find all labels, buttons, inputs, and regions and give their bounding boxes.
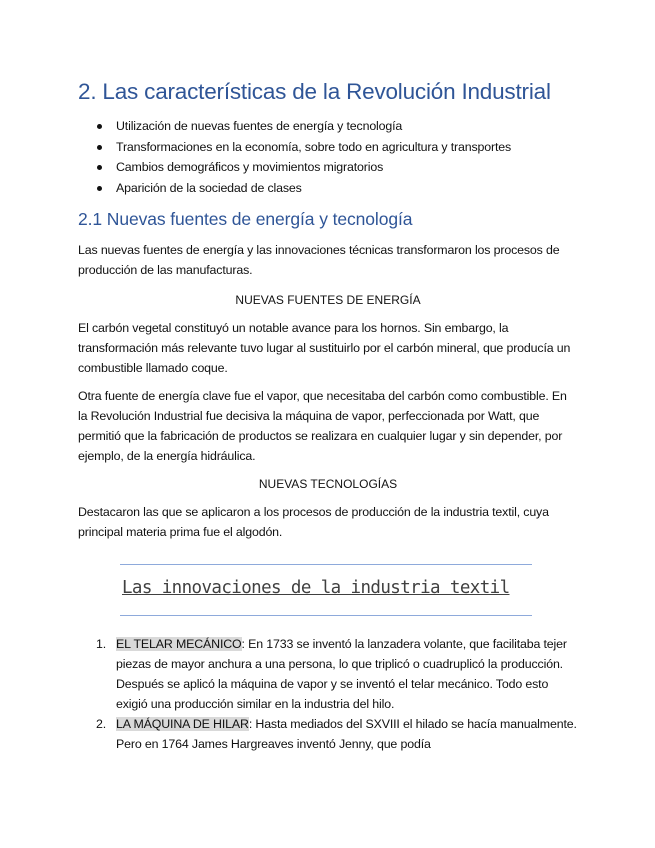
list-item-text: Cambios demográficos y movimientos migratorios bbox=[116, 160, 384, 174]
bullet-icon bbox=[97, 124, 102, 129]
list-item-text: : Hasta mediados del SXVIII el hilado se hacía manualmente. Pero en 1764 James Hargreaves inventó Jenny, que podía bbox=[116, 717, 577, 751]
highlighted-term: LA MÁQUINA DE HILAR bbox=[116, 717, 249, 731]
list-number: 2. bbox=[96, 717, 107, 731]
technology-heading: NUEVAS TECNOLOGÍAS bbox=[258, 477, 398, 491]
list-item bbox=[96, 634, 578, 714]
list-item-text: Transformaciones en la economía, sobre todo en agricultura y transportes bbox=[116, 139, 512, 154]
bullet-icon bbox=[97, 165, 102, 170]
steam-paragraph: Otra fuente de energía clave fue el vapor, que necesitaba del carbón como combustible. En la Revolución Industrial fue decisiva la máquina de vapor, perfeccionada por Watt, que permitió que la fabricación de productos se realizara en cualquier lugar y sin depender, por ejemplo, de la energía hidráulica. bbox=[78, 389, 567, 463]
section-heading: 2. Las características de la Revolución Industrial bbox=[78, 79, 551, 104]
list-item bbox=[116, 178, 578, 199]
bullet-icon bbox=[97, 186, 102, 191]
list-number: 1. bbox=[96, 637, 107, 651]
intro-paragraph: Las nuevas fuentes de energía y las innovaciones técnicas transformaron los procesos de producción de las manufacturas. bbox=[78, 243, 560, 277]
list-item bbox=[116, 137, 578, 158]
list-item bbox=[116, 157, 578, 178]
bullet-icon bbox=[97, 145, 102, 150]
textile-innovations-title-box bbox=[120, 564, 532, 616]
page-content bbox=[78, 76, 578, 754]
characteristics-list bbox=[78, 116, 578, 198]
technology-paragraph: Destacaron las que se aplicaron a los procesos de producción de la industria textil, cuya principal materia prima fue el algodón. bbox=[78, 505, 549, 539]
coal-paragraph: El carbón vegetal constituyó un notable avance para los hornos. Sin embargo, la transformación más relevante tuvo lugar al sustituirlo por el carbón mineral, que producía un combustible llamado coque. bbox=[78, 321, 571, 375]
list-item-text: Utilización de nuevas fuentes de energía y tecnología bbox=[116, 119, 403, 133]
subsection-heading: 2.1 Nuevas fuentes de energía y tecnología bbox=[78, 209, 413, 229]
innovations-list bbox=[78, 634, 578, 754]
energy-heading: NUEVAS FUENTES DE ENERGÍA bbox=[235, 293, 421, 307]
highlighted-term: EL TELAR MECÁNICO bbox=[116, 637, 242, 651]
list-item-text: : En 1733 se inventó la lanzadera volante, que facilitaba tejer piezas de mayor anchura a una persona, lo que triplicó o cuadruplicó la producción. Después se aplicó la máquina de vapor y se inventó el telar mecánico. Todo esto exigió una producción similar en la industria del hilo. bbox=[116, 637, 567, 711]
list-item-text: Aparición de la sociedad de clases bbox=[116, 180, 302, 195]
textile-innovations-title: Las innovaciones de la industria textil bbox=[122, 578, 510, 598]
list-item bbox=[96, 714, 578, 754]
list-item bbox=[116, 116, 578, 137]
